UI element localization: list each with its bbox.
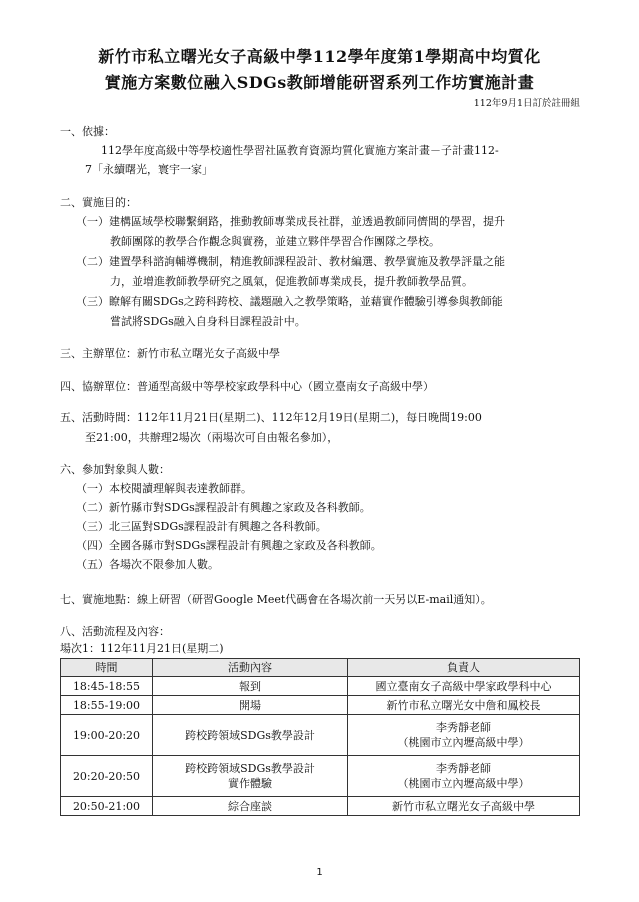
section-1-body-2: 7「永續曙光，寰宇一家」 <box>85 163 213 176</box>
table-row <box>61 677 580 696</box>
section-2-item-3a: （三）瞭解有關SDGs之跨科跨校、議題融入之教學策略，並藉實作體驗引導參與教師能 <box>76 295 503 308</box>
cell-person <box>348 756 580 797</box>
section-3: 三、主辦單位：新竹市私立曙光女子高級中學 <box>60 347 280 360</box>
cell-person: 新竹市私立曙光女中詹和鳳校長 <box>348 696 580 715</box>
person-affiliation: （桃園市立內壢高級中學） <box>397 777 530 790</box>
table-header-row <box>61 659 580 677</box>
person-name: 李秀靜老師 <box>436 762 491 775</box>
section-6-item-5: （五）各場次不限參加人數。 <box>76 558 219 571</box>
header-content: 活動內容 <box>153 659 348 677</box>
section-4: 四、協辦單位：普通型高級中等學校家政學科中心（國立臺南女子高級中學） <box>60 380 434 393</box>
date-note: 112年9月1日訂於註冊組 <box>473 98 580 109</box>
title-line-1: 新竹市私立曙光女子高級中學112學年度第1學期高中均質化 <box>98 47 541 66</box>
content-line-1: 跨校跨領域SDGs教學設計 <box>185 762 315 775</box>
cell-content: 報到 <box>153 677 348 696</box>
cell-person: 國立臺南女子高級中學家政學科中心 <box>348 677 580 696</box>
cell-time: 18:55-19:00 <box>61 696 153 715</box>
section-1-heading: 一、依據： <box>60 125 115 138</box>
schedule-table <box>60 658 580 816</box>
section-2-item-3b: 嘗試將SDGs融入自身科目課程設計中。 <box>110 315 306 328</box>
table-row <box>61 715 580 756</box>
section-5-line-1: 五、活動時間：112年11月21日(星期二)、112年12月19日(星期二)，每日晚間19:00 <box>60 411 482 424</box>
table-row <box>61 756 580 797</box>
section-6-heading: 六、參加對象與人數： <box>60 463 170 476</box>
content-line-2: 實作體驗 <box>228 777 272 790</box>
section-2-heading: 二、實施目的： <box>60 196 137 209</box>
section-6-item-2: （二）新竹縣市對SDGs課程設計有興趣之家政及各科教師。 <box>76 501 371 514</box>
section-2-item-1a: （一）建構區域學校聯繫網路，推動教師專業成長社群，並透過教師同儕間的學習，提升 <box>76 215 505 228</box>
section-8-session: 場次1：112年11月21日(星期二) <box>60 642 224 655</box>
section-2-item-2a: （二）建置學科諮詢輔導機制，精進教師課程設計、教材編選、教學實施及教學評量之能 <box>76 255 505 268</box>
section-2-item-1b: 教師團隊的教學合作觀念與實務，並建立夥伴學習合作團隊之學校。 <box>110 235 440 248</box>
cell-content: 綜合座談 <box>153 797 348 816</box>
title-line-2: 實施方案數位融入SDGs教師增能研習系列工作坊實施計畫 <box>104 73 535 92</box>
section-7: 七、實施地點：線上研習（研習Google Meet代碼會在各場次前一天另以E-mail通知）。 <box>60 593 492 606</box>
section-6-item-3: （三）北三區對SDGs課程設計有興趣之各科教師。 <box>76 520 327 533</box>
cell-content <box>153 756 348 797</box>
cell-time: 19:00-20:20 <box>61 715 153 756</box>
header-person: 負責人 <box>348 659 580 677</box>
section-5-line-2: 至21:00，共辦理2場次（兩場次可自由報名參加）， <box>85 431 339 444</box>
cell-person <box>348 715 580 756</box>
cell-time: 18:45-18:55 <box>61 677 153 696</box>
section-2-item-2b: 力，並增進教師教學研究之風氣，促進教師專業成長，提升教師教學品質。 <box>110 275 473 288</box>
section-1-body-1: 112學年度高級中等學校適性學習社區教育資源均質化實施方案計畫－子計畫112- <box>101 144 499 157</box>
cell-content: 跨校跨領域SDGs教學設計 <box>153 715 348 756</box>
header-time: 時間 <box>61 659 153 677</box>
table-row <box>61 797 580 816</box>
section-6-item-4: （四）全國各縣市對SDGs課程設計有興趣之家政及各科教師。 <box>76 539 382 552</box>
page-number: 1 <box>316 867 323 878</box>
cell-time: 20:20-20:50 <box>61 756 153 797</box>
cell-content: 開場 <box>153 696 348 715</box>
cell-person: 新竹市私立曙光女子高級中學 <box>348 797 580 816</box>
table-row <box>61 696 580 715</box>
person-name: 李秀靜老師 <box>436 721 491 734</box>
person-affiliation: （桃園市立內壢高級中學） <box>397 736 530 749</box>
cell-time: 20:50-21:00 <box>61 797 153 816</box>
section-8-heading: 八、活動流程及內容： <box>60 625 170 638</box>
section-6-item-1: （一）本校閱讀理解與表達教師群。 <box>76 482 252 495</box>
